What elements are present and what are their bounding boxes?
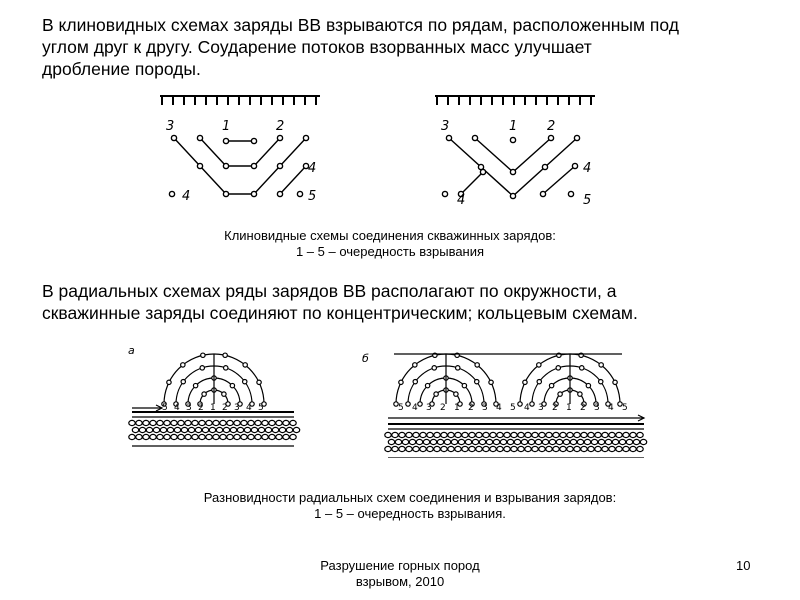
sequence-label: 5 xyxy=(162,403,168,413)
caption-line: Разновидности радиальных схем соединения и взрывания зарядов: xyxy=(203,490,617,505)
caption-line: 1 – 5 – очередность взрывания. xyxy=(314,506,506,521)
sequence-label: 5 xyxy=(308,189,317,204)
radial-scheme-b-figure xyxy=(358,340,658,458)
sequence-label: 1 xyxy=(454,403,460,413)
sequence-label: 2 xyxy=(552,403,558,413)
sequence-label: 5 xyxy=(398,403,404,413)
radial-scheme-a-figure xyxy=(122,340,307,458)
sequence-label: 4 xyxy=(174,403,180,413)
sequence-label: 3 xyxy=(234,403,240,413)
footer xyxy=(290,558,510,590)
sequence-label: 5 xyxy=(258,403,264,413)
sequence-label: 4 xyxy=(412,403,418,413)
paragraph-wedge-schemes xyxy=(42,14,770,80)
sequence-label: 1 xyxy=(509,119,518,134)
sequence-label: 5 xyxy=(622,403,628,413)
sequence-label: 3 xyxy=(441,119,450,134)
wedge-scheme-right-figure xyxy=(425,88,605,212)
paragraph-line: дробление породы. xyxy=(42,59,201,79)
sequence-label: 2 xyxy=(440,403,446,413)
sequence-label: 2 xyxy=(468,403,474,413)
paragraph-line: углом друг к другу. Соударение потоков взорванных масс улучшает xyxy=(42,37,592,57)
paragraph-line: В радиальных схемах ряды зарядов ВВ располагают по окружности, а xyxy=(42,281,617,301)
sequence-label: 5 xyxy=(510,403,516,413)
paragraph-radial-schemes xyxy=(42,280,770,324)
sequence-label: 1 xyxy=(222,119,231,134)
paragraph-line: В клиновидных схемах заряды ВВ взрываются по рядам, расположенным под xyxy=(42,15,679,35)
caption-wedge-schemes xyxy=(180,228,600,260)
caption-line: 1 – 5 – очередность взрывания xyxy=(295,244,485,259)
sequence-label: 1 xyxy=(566,403,572,413)
sequence-label: 3 xyxy=(482,403,488,413)
sequence-label: 2 xyxy=(222,403,228,413)
radial-b-label: б xyxy=(362,352,369,365)
sequence-label: 4 xyxy=(457,193,466,208)
sequence-label: 1 xyxy=(210,403,216,413)
sequence-label: 2 xyxy=(276,119,285,134)
sequence-label: 4 xyxy=(182,189,191,204)
sequence-label: 3 xyxy=(538,403,544,413)
paragraph-line: скважинные заряды соединяют по концентрическим; кольцевым схемам. xyxy=(42,303,638,323)
footer-line: взрывом, 2010 xyxy=(355,574,445,589)
sequence-label: 5 xyxy=(583,193,592,208)
sequence-label: 2 xyxy=(198,403,204,413)
sequence-label: 2 xyxy=(547,119,556,134)
sequence-label: 3 xyxy=(186,403,192,413)
sequence-label: 4 xyxy=(583,161,592,176)
sequence-label: 3 xyxy=(594,403,600,413)
footer-line: Разрушение горных пород xyxy=(320,558,480,573)
page-number: 10 xyxy=(736,558,751,573)
sequence-label: 4 xyxy=(608,403,614,413)
sequence-label: 4 xyxy=(308,161,317,176)
caption-radial-schemes xyxy=(120,490,700,522)
sequence-label: 3 xyxy=(166,119,175,134)
sequence-label: 4 xyxy=(496,403,502,413)
caption-line: Клиновидные схемы соединения скважинных зарядов: xyxy=(224,228,556,243)
sequence-label: 2 xyxy=(580,403,586,413)
sequence-label: 3 xyxy=(426,403,432,413)
radial-a-label: а xyxy=(128,344,135,357)
sequence-label: 4 xyxy=(524,403,530,413)
sequence-label: 4 xyxy=(246,403,252,413)
wedge-scheme-left-figure xyxy=(150,88,330,212)
